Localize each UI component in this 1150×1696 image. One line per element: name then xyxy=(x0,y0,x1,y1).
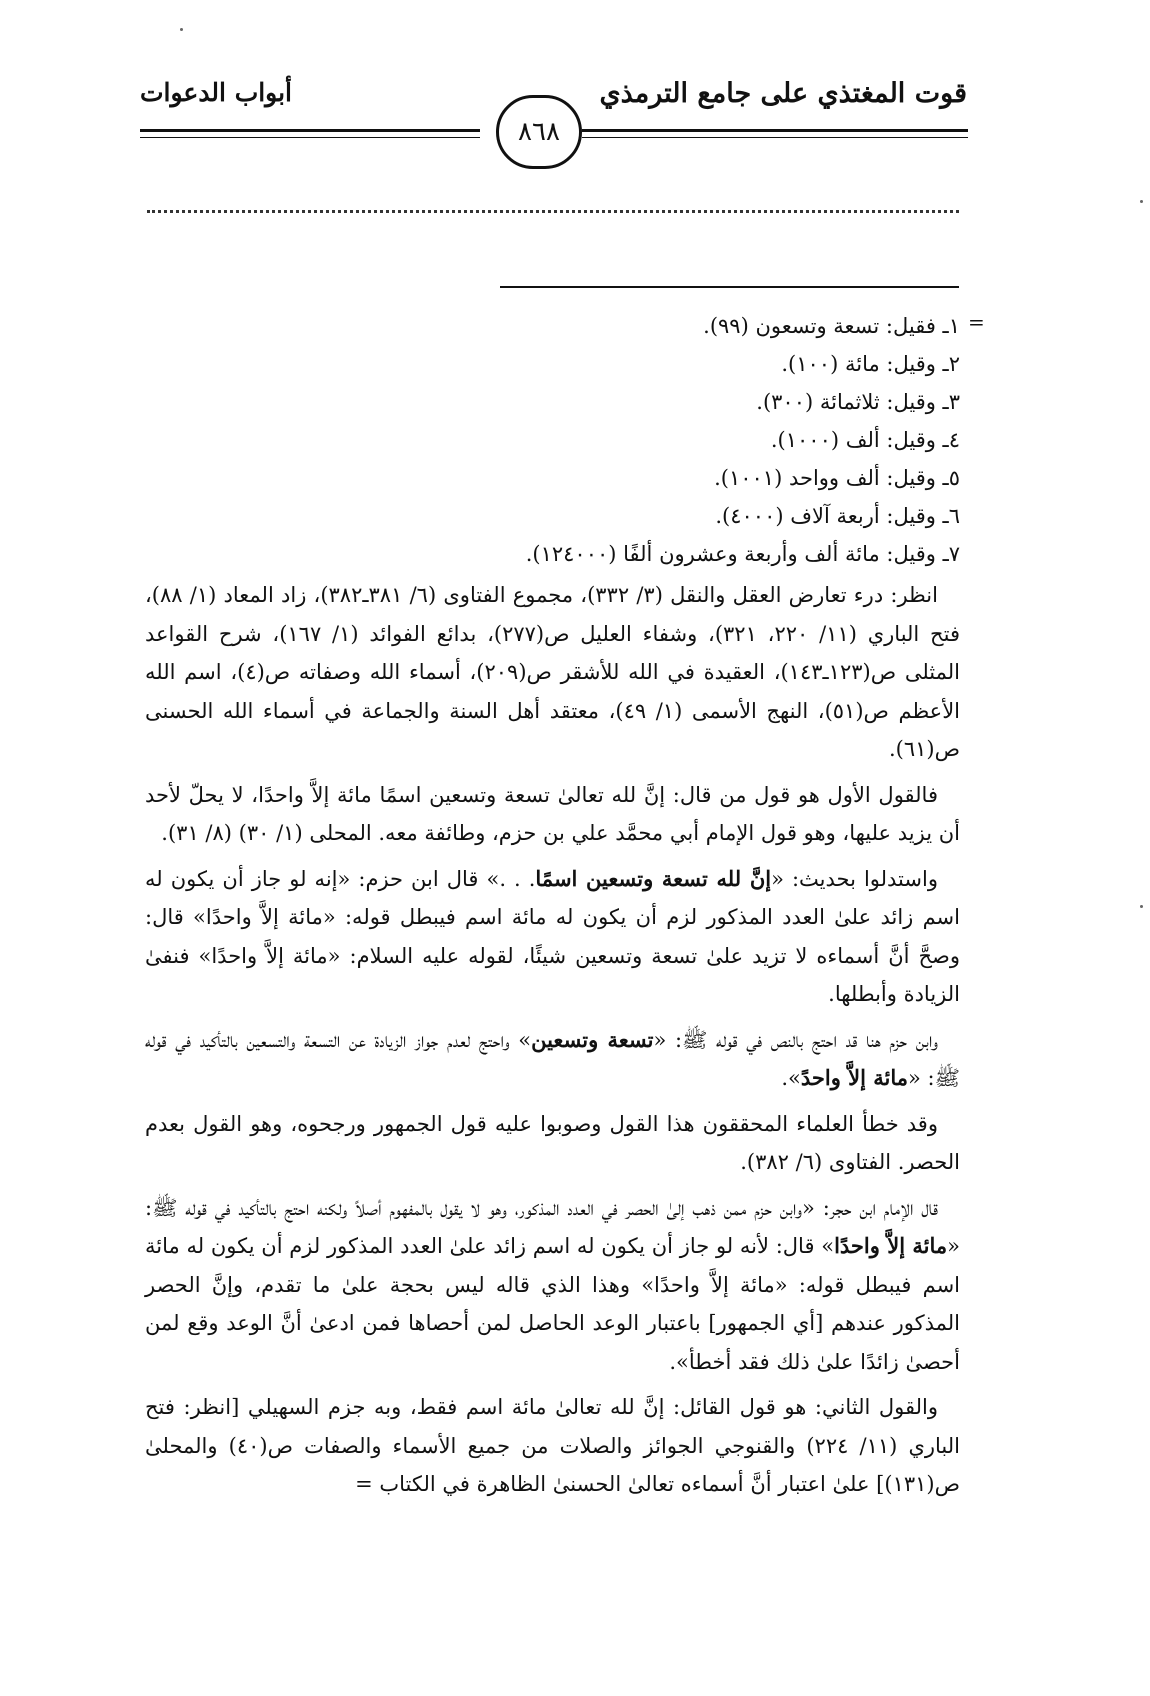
list-item: ٥ـ وقيل: ألف وواحد (١٠٠١). xyxy=(714,466,960,490)
text-run: . . .» قال ابن حزم: «إنه لو جاز أن يكون له اسم زائد علىٰ العدد المذكور لزم أن يكون له مائة اسم فيبطل قوله: «مائة إلاَّ واحدًا» قال: وصحَّ أنَّ أسماءه لا تزيد علىٰ تسعة وتسعين شيئًا، لقوله عليه السلام: «مائة إلاَّ واحدًا» فنفىٰ الزيادة وأبطلها. xyxy=(145,866,960,1006)
text-run: » واحتج لعدم جواز الزيادة عن التسعة والتسعين بالتأكيد في قوله ﷺ: « xyxy=(145,1027,960,1090)
first-opinion-paragraph: فالقول الأول هو قول من قال: إنَّ لله تعالىٰ تسعة وتسعين اسمًا مائة إلاَّ واحدًا، لا يحلّ لأحد أن يزيد عليها، وهو قول الإمام أبي محمَّد علي بن حزم، وطائفة معه. المحلى (١/ ٣٠) (٨/ ٣١). xyxy=(145,782,960,845)
text-run: ». xyxy=(781,1066,801,1090)
ibn-hazm-paragraph xyxy=(145,1021,960,1098)
dotted-separator xyxy=(147,210,959,213)
hadith-quote: تسعة وتسعين xyxy=(531,1026,654,1052)
list-item: ٢ـ وقيل: مائة (١٠٠). xyxy=(781,352,960,376)
scan-speck xyxy=(180,28,183,31)
evidence-paragraph xyxy=(145,860,960,1014)
scan-speck xyxy=(1140,905,1143,908)
footnote-rule xyxy=(500,286,959,288)
continuation-mark: = xyxy=(968,310,985,334)
header-rule-right-thick xyxy=(582,129,968,132)
header-rule-left-thin xyxy=(140,137,480,138)
header-rule-left-thick xyxy=(140,129,480,132)
list-item: ١ـ فقيل: تسعة وتسعون (٩٩). xyxy=(703,314,960,338)
hadith-quote: مائة إلاَّ واحدًا xyxy=(834,1233,948,1258)
book-title: قوت المغتذي على جامع الترمذي xyxy=(599,78,967,109)
list-item: ٤ـ وقيل: ألف (١٠٠٠). xyxy=(770,428,960,452)
references-paragraph: انظر: درء تعارض العقل والنقل (٣/ ٣٣٢)، مجموع الفتاوى (٦/ ٣٨١ـ٣٨٢)، زاد المعاد (١/ ٨٨)، فتح الباري (١١/ ٢٢٠، ٣٢١)، وشفاء العليل ص(٢٧٧)، بدائع الفوائد (١/ ١٦٧)، شرح القواعد المثلى ص(١٢٣ـ١٤٣)، العقيدة في الله للأشقر ص(٢٠٩)، أسماء الله وصفاته ص(٤)، اسم الله الأعظم ص(٥١)، النهج الأسمى (١/ ٤٩)، معتقد أهل السنة والجماعة في أسماء الله الحسنى ص(٦١). xyxy=(145,583,961,761)
scan-speck xyxy=(1140,200,1143,203)
text-run: » قال: لأنه لو جاز أن يكون له اسم زائد علىٰ العدد المذكور لزم أن يكون له مائة اسم فيبطل قوله: «مائة إلاَّ واحدًا» وهذا الذي قاله ليس بحجة علىٰ ما تقدم، وإنَّ الحصر المذكور عندهم [أي الجمهور] باعتبار الوعد الحاصل لمن أحصاها فمن ادعىٰ أنَّ الوعد وقع لمن أحصىٰ زائدًا علىٰ ذلك فقد أخطأ». xyxy=(145,1234,960,1374)
hadith-quote: مائة إلاَّ واحدً xyxy=(800,1065,909,1090)
opinions-list xyxy=(260,307,960,573)
text-run: قال الإمام ابن حجر: «وابن حزم ممن ذهب إلىٰ الحصر في العدد المذكور، وهو لا يقول بالمفهوم أصلاً ولكنه احتج بالتأكيد في قوله ﷺ: « xyxy=(145,1195,961,1258)
footnote-body xyxy=(145,576,960,1506)
second-opinion-paragraph: والقول الثاني: هو قول القائل: إنَّ لله تعالىٰ مائة اسم فقط، وبه جزم السهيلي [انظر: فتح الباري (١١/ ٢٢٤) والقنوجي الجوائز والصلات من جميع الأسماء والصفات ص(٤٠) والمحلىٰ ص(١٣١)] علىٰ اعتبار أنَّ أسماءه تعالىٰ الحسنىٰ الظاهرة في الكتاب = xyxy=(145,1395,960,1496)
list-item: ٣ـ وقيل: ثلاثمائة (٣٠٠). xyxy=(756,390,960,414)
page-number: ٨٦٨ xyxy=(496,95,582,169)
ibn-hajar-paragraph xyxy=(145,1189,960,1382)
text-run: واستدلوا بحديث: « xyxy=(771,866,938,891)
list-item: ٧ـ وقيل: مائة ألف وأربعة وعشرون ألفًا (١٢٤٠٠٠). xyxy=(525,542,960,566)
hadith-quote: إنَّ لله تسعة وتسعين اسمًا xyxy=(535,865,772,891)
chapter-title: أبواب الدعوات xyxy=(140,78,293,107)
header-rule-right-thin xyxy=(582,137,968,138)
list-item: ٦ـ وقيل: أربعة آلاف (٤٠٠٠). xyxy=(715,504,960,528)
scholars-paragraph: وقد خطأ العلماء المحققون هذا القول وصوبوا عليه قول الجمهور ورجحوه، وهو القول بعدم الحصر. الفتاوى (٦/ ٣٨٢). xyxy=(145,1111,960,1174)
text-run: وابن حزم هنا قد احتج بالنص في قوله ﷺ: « xyxy=(653,1027,939,1052)
